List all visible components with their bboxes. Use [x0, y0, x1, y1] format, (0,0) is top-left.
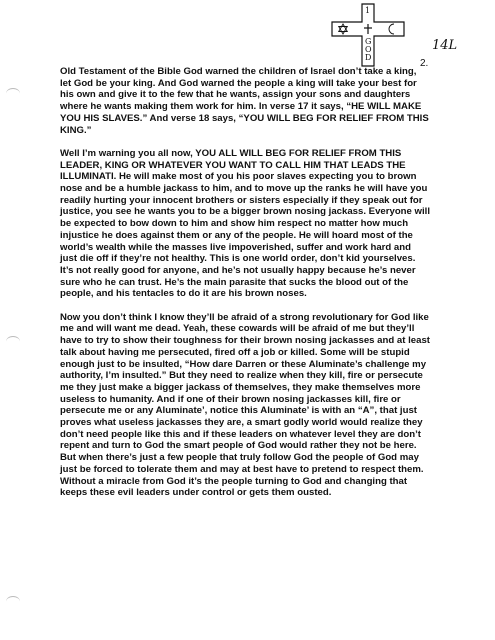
binder-hole-mark [6, 88, 20, 99]
page-number: 2. [420, 58, 429, 69]
paragraph: Now you don’t think I know they’ll be afraid of a strong revolutionary for God like me and will want me dead. Yeah, these cowards will be afraid of me but they’ll have to try to show their toughness for their brown nosing jackasses and at least talk about having me persecuted, fired off a job or killed. Some will be stupid enough just to be insulted, “How dare Darren or these Aluminate’s challenge my authority, I’m insulted.” But they need to realize when they kill, fire or persecute me they just make a bigger jackass of themselves, they make themselves more useless to humanity. And if one of their brown nosing jackasses kill, fire or persecute me or any Aluminate’, notice this Aluminate’ is with an “A”, that just proves what useless jackasses they are, a smart godly world would realize they don’t need people like this and if these leaders on whatever level they are don’t repent and turn to God the smart people of God would rather they not be here. But when there’s just a few people that truly follow God the people of God may just be forced to tolerate them and may at best have to pretend to respect them. Without a miracle from God it’s the people turning to God and changing that keeps these evil leaders under control or gets them ousted. [60, 311, 430, 499]
handwritten-mark: 14L [432, 38, 458, 53]
body-text [60, 66, 465, 511]
star-of-david-icon [339, 24, 348, 34]
stamp-letter: G [365, 37, 372, 46]
paragraph: Old Testament of the Bible God warned the children of Israel don’t take a king, let God be your king. And God warned the people a king will take your best for his own and give it to the few that he wants, assign your sons and daughters where he wants making them work for him. In verse 17 it says, “HE WILL MAKE YOU HIS SLAVES.” And verse 18 says, “YOU WILL BEG FOR RELIEF FROM THIS KING.” [60, 66, 429, 136]
stamp-letter: 1 [365, 6, 371, 15]
small-cross-icon [364, 24, 372, 34]
cross-stamp [328, 2, 408, 68]
binder-hole-mark [6, 596, 20, 607]
binder-hole-mark [6, 336, 20, 347]
crescent-icon [389, 24, 394, 34]
paragraph: Well I’m warning you all now, YOU ALL WILL BEG FOR RELIEF FROM THIS LEADER, KING OR WHATEVER YOU WANT TO CALL HIM THAT LEADS THE ILLUMINATI. He will make most of you his poor slaves expecting you to brown nose and be a humble jackass to him, and to move up the ranks he will have you readily hurting your innocent brothers or sisters especially if they speak out for justice, you see he wants you to be a bigger brown nosing jackass. Everyone will be expected to bow down to him and show him respect no matter how much injustice he does against them or any of the people. He will hoard most of the world’s wealth while the masses live impoverished, suffer and work hard and just die off if they’re not healthy. This is one world order, don’t kid yourselves. It’s not really good for anyone, and he’s not usually happy because he’s never sure who he can trust. He’s the main parasite that sucks the blood out of the people, and his tentacles to do it are his brown noses. [60, 147, 430, 300]
stamp-letter: D [365, 53, 372, 62]
stamp-letter: O [365, 45, 372, 54]
